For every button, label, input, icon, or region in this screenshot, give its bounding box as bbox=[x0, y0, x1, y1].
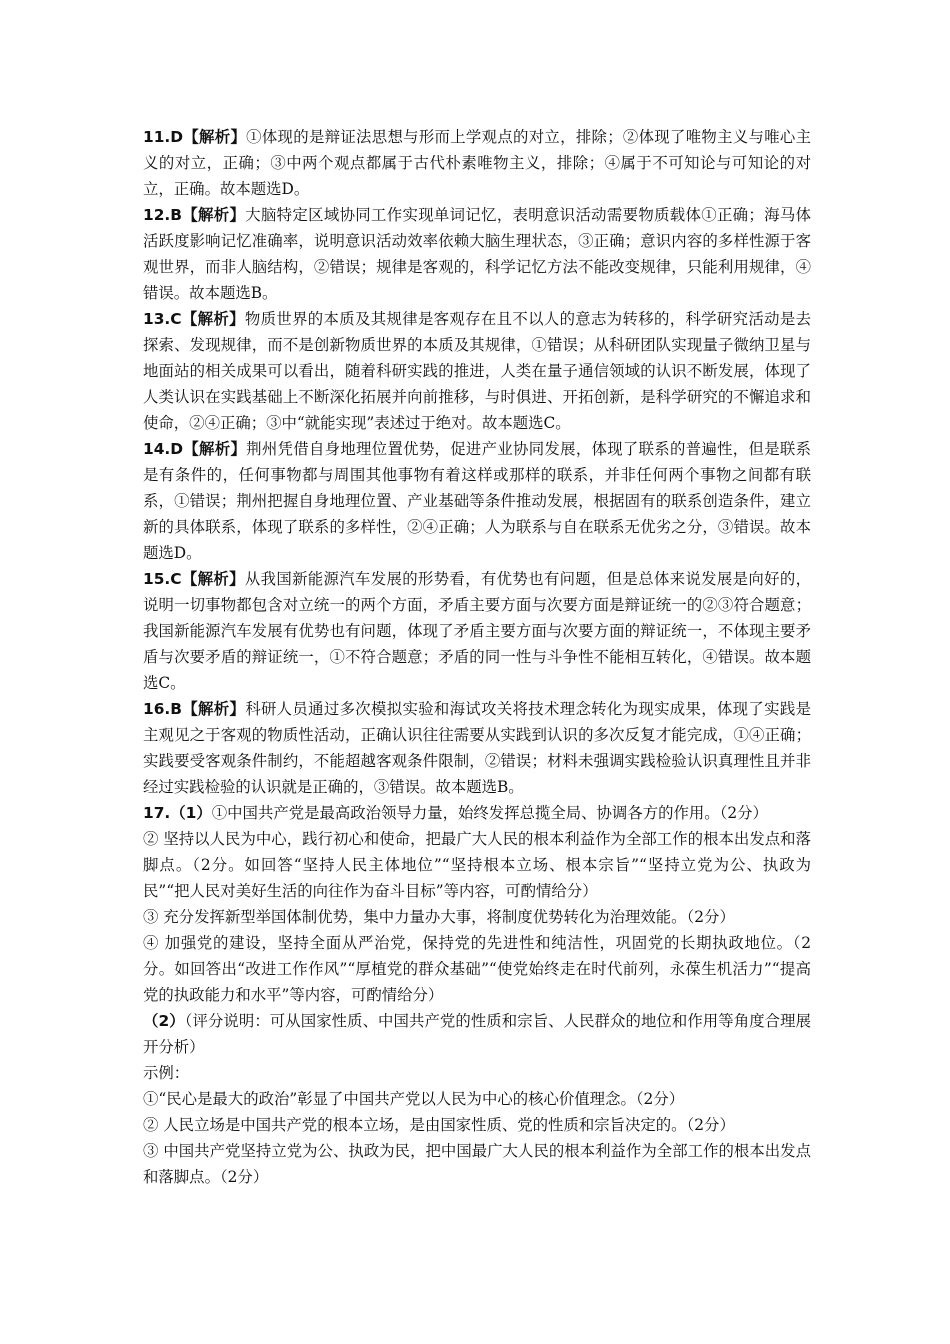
answer-17-part1-item-1 bbox=[143, 800, 811, 826]
analysis-text: 大脑特定区域协同工作实现单词记忆，表明意识活动需要物质载体①正确；海马体活跃度影响记忆准确率，说明意识活动效率依赖大脑生理状态，③正确；意识内容的多样性源于客观世界，而非人脑结构，②错误；规律是客观的，科学记忆方法不能改变规律，只能利用规律，④错误。故本题选B。 bbox=[143, 206, 811, 302]
answer-15 bbox=[143, 566, 811, 696]
point-text: ④ 加强党的建设，坚持全面从严治党，保持党的先进性和纯洁性，巩固党的长期执政地位。（2分。如回答出“改进工作作风”“厚植党的群众基础”“使党始终走在时代前列，永葆生机活力”“提高党的执政能力和水平”等内容，可酌情给分） bbox=[143, 934, 811, 1004]
analysis-tag: 【解析】 bbox=[181, 310, 245, 328]
analysis-tag: 【解析】 bbox=[183, 440, 247, 458]
point-text: ② 人民立场是中国共产党的根本立场，是由国家性质、党的性质和宗旨决定的。（2分） bbox=[143, 1116, 735, 1134]
question-number: 13.C bbox=[143, 310, 182, 328]
analysis-tag: 【解析】 bbox=[181, 570, 245, 588]
answer-17-part1-item-3 bbox=[143, 904, 811, 930]
answer-17-part1-item-4 bbox=[143, 930, 811, 1008]
point-text: ①“民心是最大的政治”彰显了中国共产党以人民为中心的核心价值理念。（2分） bbox=[143, 1090, 685, 1108]
answer-17-part2-note bbox=[143, 1008, 811, 1060]
answer-12 bbox=[143, 202, 811, 306]
analysis-text: 从我国新能源汽车发展的形势看，有优势也有问题，但是总体来说发展是向好的，说明一切事物都包含对立统一的两个方面，矛盾主要方面与次要方面是辩证统一的②③符合题意；我国新能源汽车发展有优势也有问题，体现了矛盾主要方面与次要方面的辩证统一，不体现主要矛盾与次要矛盾的辩证统一，①不符合题意；矛盾的同一性与斗争性不能相互转化，④错误。故本题选C。 bbox=[143, 570, 811, 692]
point-text: ①中国共产党是最高政治领导力量，始终发挥总揽全局、协调各方的作用。（2分） bbox=[211, 804, 768, 822]
analysis-tag: 【解析】 bbox=[182, 206, 246, 224]
analysis-text: 科研人员通过多次模拟实验和海试攻关将技术理念转化为现实成果，体现了实践是主观见之于客观的物质性活动，正确认识往往需要从实践到认识的多次反复才能完成，①④正确；实践要受客观条件制约，不能超越客观条件限制，②错误；材料未强调实践检验认识真理性且并非经过实践检验的认识就是正确的，③错误。故本题选B。 bbox=[143, 700, 811, 796]
point-text: ② 坚持以人民为中心，践行初心和使命，把最广大人民的根本利益作为全部工作的根本出发点和落脚点。（2分。如回答“坚持人民主体地位”“坚持根本立场、根本宗旨”“坚持立党为公、执政为民”“把人民对美好生活的向往作为奋斗目标”等内容，可酌情给分） bbox=[143, 830, 811, 900]
part-label: （1） bbox=[170, 804, 212, 822]
answer-16 bbox=[143, 696, 811, 800]
question-number: 14.D bbox=[143, 440, 184, 458]
answer-17-part1-item-2 bbox=[143, 826, 811, 904]
answer-11 bbox=[143, 124, 811, 202]
point-text: ③ 中国共产党坚持立党为公、执政为民，把中国最广大人民的根本利益作为全部工作的根本出发点和落脚点。（2分） bbox=[143, 1142, 811, 1186]
answer-14 bbox=[143, 436, 811, 566]
part-label: （2） bbox=[143, 1012, 185, 1030]
example-label: 示例： bbox=[143, 1064, 190, 1082]
question-number: 12.B bbox=[143, 206, 182, 224]
scoring-note: （评分说明：可从国家性质、中国共产党的性质和宗旨、人民群众的地位和作用等角度合理展开分析） bbox=[143, 1012, 811, 1056]
answer-17-part2-item-1 bbox=[143, 1086, 811, 1112]
analysis-tag: 【解析】 bbox=[182, 700, 246, 718]
question-number: 11.D bbox=[143, 128, 184, 146]
answer-17-part2-item-3 bbox=[143, 1138, 811, 1190]
analysis-tag: 【解析】 bbox=[183, 128, 247, 146]
question-number: 16.B bbox=[143, 700, 182, 718]
question-number: 15.C bbox=[143, 570, 182, 588]
question-number: 17. bbox=[143, 804, 171, 822]
answer-17-part2-item-2 bbox=[143, 1112, 811, 1138]
answer-13 bbox=[143, 306, 811, 436]
point-text: ③ 充分发挥新型举国体制优势，集中力量办大事，将制度优势转化为治理效能。（2分） bbox=[143, 908, 735, 926]
analysis-text: ①体现的是辩证法思想与形而上学观点的对立，排除；②体现了唯物主义与唯心主义的对立，正确；③中两个观点都属于古代朴素唯物主义，排除；④属于不可知论与可知论的对立，正确。故本题选D。 bbox=[143, 128, 811, 198]
analysis-text: 荆州凭借自身地理位置优势，促进产业协同发展，体现了联系的普遍性，但是联系是有条件的，任何事物都与周围其他事物有着这样或那样的联系，并非任何两个事物之间都有联系，①错误；荆州把握自身地理位置、产业基础等条件推动发展，根据固有的联系创造条件，建立新的具体联系，体现了联系的多样性，②④正确；人为联系与自在联系无优劣之分，③错误。故本题选D。 bbox=[143, 440, 811, 562]
analysis-text: 物质世界的本质及其规律是客观存在且不以人的意志为转移的，科学研究活动是去探索、发现规律，而不是创新物质世界的本质及其规律，①错误；从科研团队实现量子微纳卫星与地面站的相关成果可以看出，随着科研实践的推进，人类在量子通信领域的认识不断发展，体现了人类认识在实践基础上不断深化拓展并向前推移，与时俱进、开拓创新，是科学研究的不懈追求和使命，②④正确；③中“就能实现”表述过于绝对。故本题选C。 bbox=[143, 310, 811, 432]
answer-document bbox=[143, 124, 811, 1190]
